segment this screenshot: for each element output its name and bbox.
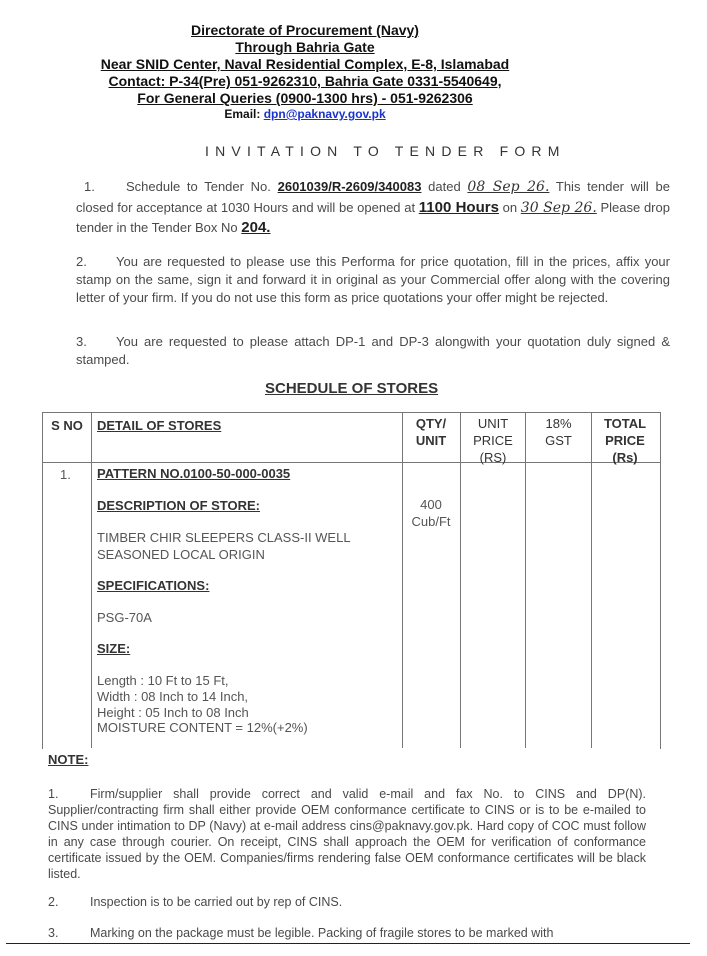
note-1 bbox=[48, 786, 646, 882]
moisture-content: MOISTURE CONTENT = 12%(+2%) bbox=[97, 720, 308, 735]
header-total-line-3: (Rs) bbox=[612, 450, 638, 465]
description-line-2: SEASONED LOCAL ORIGIN bbox=[97, 547, 265, 562]
para-2-number: 2. bbox=[76, 254, 87, 269]
header-line-3: Near SNID Center, Naval Residential Complex, E-8, Islamabad bbox=[100, 56, 510, 72]
paragraph-3 bbox=[76, 333, 670, 369]
para-3-text: You are requested to please attach DP-1 and DP-3 alongwith your quotation duly signed & stamped. bbox=[76, 334, 670, 367]
note-label-text: NOTE: bbox=[48, 752, 89, 767]
opening-date: 30 Sep 26. bbox=[520, 199, 597, 216]
header-sno: S NO bbox=[51, 418, 83, 433]
para-1-text-c: This tender will be closed for acceptance at 1030 Hours and will be opened at bbox=[76, 179, 670, 215]
note-1-text: Firm/supplier shall provide correct and valid e-mail and fax No. to CINS and DP(N). Supplier/contracting firm shall either provide OEM conformance certificate to CINS or is to be e-mailed to CINS under intimation to DP (Navy) at e-mail address cins@paknavy.gov.pk. Hard copy of COC must follow in any case through courier. On receipt, CINS shall approach the OEM for verification of conformance certificate issued by the OEM. Companies/firms rendering false OEM conformance certificates will be black listed. bbox=[48, 787, 646, 881]
size-height: Height : 05 Inch to 08 Inch bbox=[97, 705, 249, 720]
header-total-price bbox=[592, 415, 658, 466]
header-total-line-1: TOTAL bbox=[603, 416, 647, 431]
size-width: Width : 08 Inch to 14 Inch, bbox=[97, 689, 249, 704]
header-gst-line-2: GST bbox=[545, 433, 572, 448]
specification-value: PSG-70A bbox=[97, 610, 152, 625]
email-label: Email: bbox=[224, 107, 261, 121]
header-unit-price bbox=[461, 415, 525, 466]
header-gst bbox=[526, 415, 591, 449]
email-link[interactable]: dpn@paknavy.gov.pk bbox=[263, 107, 386, 121]
header-detail: DETAIL OF STORES bbox=[97, 418, 222, 433]
page-bottom-rule bbox=[6, 943, 690, 944]
paragraph-2 bbox=[76, 253, 670, 307]
para-3-number: 3. bbox=[76, 334, 87, 349]
paragraph-1 bbox=[76, 177, 670, 238]
row-unit: Cub/Ft bbox=[411, 514, 451, 529]
row-sno: 1. bbox=[60, 467, 71, 482]
note-3 bbox=[48, 925, 646, 941]
header-unit-line-3: (RS) bbox=[479, 450, 507, 465]
schedule-title: SCHEDULE OF STORES bbox=[265, 380, 439, 397]
size-length: Length : 10 Ft to 15 Ft, bbox=[97, 673, 229, 688]
note-2-number: 2. bbox=[48, 895, 59, 909]
row-quantity: 400 bbox=[420, 497, 442, 512]
para-2-text: You are requested to please use this Performa for price quotation, fill in the prices, affix your stamp on the same, sign it and forward it in original as your Commercial offer along with the covering letter of your firm. If you do not use this form as price quotations your offer might be rejected. bbox=[76, 254, 670, 305]
description-line-1: TIMBER CHIR SLEEPERS CLASS-II WELL bbox=[97, 530, 351, 545]
header-qty-line-2: UNIT bbox=[415, 433, 447, 448]
header-email bbox=[0, 107, 610, 121]
note-1-number: 1. bbox=[48, 787, 59, 801]
header-unit-line-1: UNIT bbox=[477, 416, 509, 431]
header-total-line-2: PRICE bbox=[605, 433, 645, 448]
tender-box-number: 204. bbox=[241, 219, 271, 236]
note-3-number: 3. bbox=[48, 926, 59, 940]
header-line-2: Through Bahria Gate bbox=[235, 39, 375, 55]
para-1-text-e: Please drop tender in the Tender Box No bbox=[76, 199, 670, 235]
note-2 bbox=[48, 894, 646, 910]
form-title: INVITATION TO TENDER FORM bbox=[205, 143, 566, 159]
specifications-label: SPECIFICATIONS: bbox=[97, 578, 210, 593]
tender-number: 2601039/R-2609/340083 bbox=[277, 179, 422, 194]
description-label: DESCRIPTION OF STORE: bbox=[97, 498, 260, 513]
note-3-text: Marking on the package must be legible. Packing of fragile stores to be marked with bbox=[90, 926, 554, 940]
header-unit-line-2: PRICE bbox=[473, 433, 513, 448]
para-1-number: 1. bbox=[84, 179, 95, 194]
note-label bbox=[48, 752, 646, 768]
tender-date: 08 Sep 26. bbox=[467, 179, 550, 195]
note-2-text: Inspection is to be carried out by rep of CINS. bbox=[90, 895, 343, 909]
header-line-1: Directorate of Procurement (Navy) bbox=[191, 22, 419, 38]
para-1-text-a: Schedule to Tender No. bbox=[126, 179, 271, 194]
header-qty-line-1: QTY/ bbox=[415, 416, 447, 431]
header-gst-line-1: 18% bbox=[545, 416, 572, 431]
header-row-divider bbox=[42, 462, 660, 463]
size-label: SIZE: bbox=[97, 641, 131, 656]
header-line-5: For General Queries (0900-1300 hrs) - 051-9262306 bbox=[137, 90, 473, 106]
opening-time: 1100 Hours bbox=[418, 198, 499, 216]
header-qty bbox=[403, 415, 459, 449]
pattern-number: PATTERN NO.0100-50-000-0035 bbox=[97, 466, 291, 481]
header-line-4: Contact: P-34(Pre) 051-9262310, Bahria Gate 0331-5540649, bbox=[108, 73, 502, 89]
para-1-text-d: on bbox=[502, 199, 518, 215]
para-1-text-b: dated bbox=[428, 179, 461, 194]
